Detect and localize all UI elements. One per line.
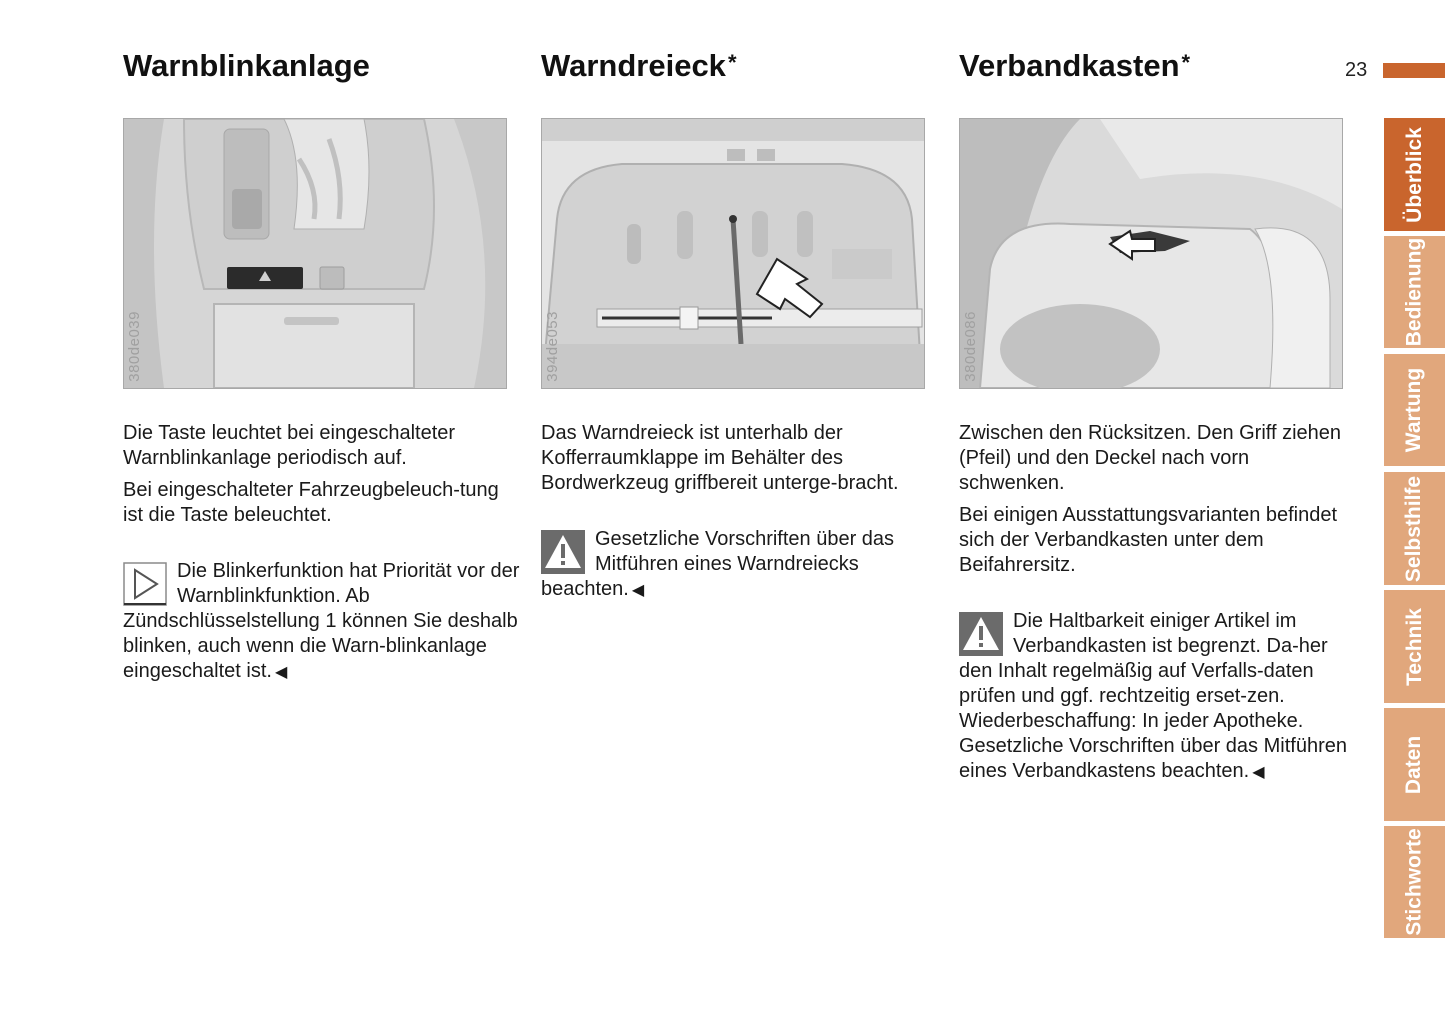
paragraph: Bei einigen Ausstattungsvarianten befindet sich der Verbandkasten unter dem Beifahrersitz. [959, 504, 1338, 576]
trunk-lid-illustration [542, 119, 924, 388]
paragraph: Bei eingeschalteter Fahrzeugbeleuch-tung ist die Taste beleuchtet. [123, 479, 499, 526]
paragraph: Das Warndreieck ist unterhalb der Kofferraumklappe im Behälter des Bordwerkzeug griffbereit unterge-bracht. [541, 422, 899, 494]
warning-triangle-icon [959, 612, 1003, 656]
tab-wartung[interactable] [1384, 354, 1445, 466]
note-paragraph: Die Blinkerfunktion hat Priorität vor der Warnblinkfunktion. Ab Zündschlüsselstellung 1 können Sie deshalb blinken, auch wenn die Warn-blinkanlage eingeschaltet ist. ◀ [123, 560, 520, 682]
tab-daten[interactable] [1384, 708, 1445, 821]
tab-selbsthilfe[interactable] [1384, 472, 1445, 585]
tab-ueberblick[interactable] [1384, 118, 1445, 231]
rear-seat-illustration [960, 119, 1342, 388]
tab-label: Stichworte [1402, 828, 1426, 936]
image-code: 394de053 [544, 311, 561, 382]
tab-bedienung[interactable] [1384, 236, 1445, 348]
chapter-color-bar [1383, 63, 1445, 78]
paragraph: Zwischen den Rücksitzen. Den Griff ziehen (Pfeil) und den Deckel nach vorn schwenken. [959, 422, 1342, 494]
end-mark-icon: ◀ [631, 582, 645, 599]
tab-label: Technik [1402, 607, 1426, 686]
hazard-console-illustration [124, 119, 506, 388]
image-code: 380de086 [962, 311, 979, 382]
photo-first-aid-kit [959, 118, 1343, 389]
tab-label: Überblick [1402, 126, 1426, 223]
section-title: Warnblinkanlage [123, 48, 370, 83]
warning-paragraph-continued: Gesetzliche Vorschriften über das Mitführen eines Verbandkastens beachten. ◀ [959, 735, 1347, 782]
section-title: Verbandkasten* [959, 48, 1191, 83]
section-title: Warndreieck* [541, 48, 737, 83]
tab-label: Daten [1402, 735, 1426, 794]
paragraph: Die Taste leuchtet bei eingeschalteter Warnblinkanlage periodisch auf. [123, 422, 456, 469]
warning-paragraph: Die Haltbarkeit einiger Artikel im Verbandkasten ist begrenzt. Da-her den Inhalt regelmäßig auf Verfalls-daten prüfen und ggf. rechtzeitig erset-zen. Wiederbeschaffung: In jeder Apotheke. [959, 610, 1328, 732]
image-code: 380de039 [126, 311, 143, 382]
warning-triangle-icon [541, 530, 585, 574]
tab-technik[interactable] [1384, 590, 1445, 703]
end-mark-icon: ◀ [1252, 764, 1265, 781]
tab-label: Wartung [1402, 367, 1426, 453]
warning-paragraph: Gesetzliche Vorschriften über das Mitführen eines Warndreiecks beachten. ◀ [541, 528, 895, 600]
tab-stichworte[interactable] [1384, 826, 1445, 938]
photo-warning-triangle [541, 118, 925, 389]
tab-label: Bedienung [1402, 237, 1426, 347]
photo-hazard-switch [123, 118, 507, 389]
page-number: 23 [1345, 59, 1368, 81]
note-triangle-icon [123, 562, 167, 606]
end-mark-icon: ◀ [274, 664, 288, 681]
tab-label: Selbsthilfe [1402, 475, 1426, 582]
